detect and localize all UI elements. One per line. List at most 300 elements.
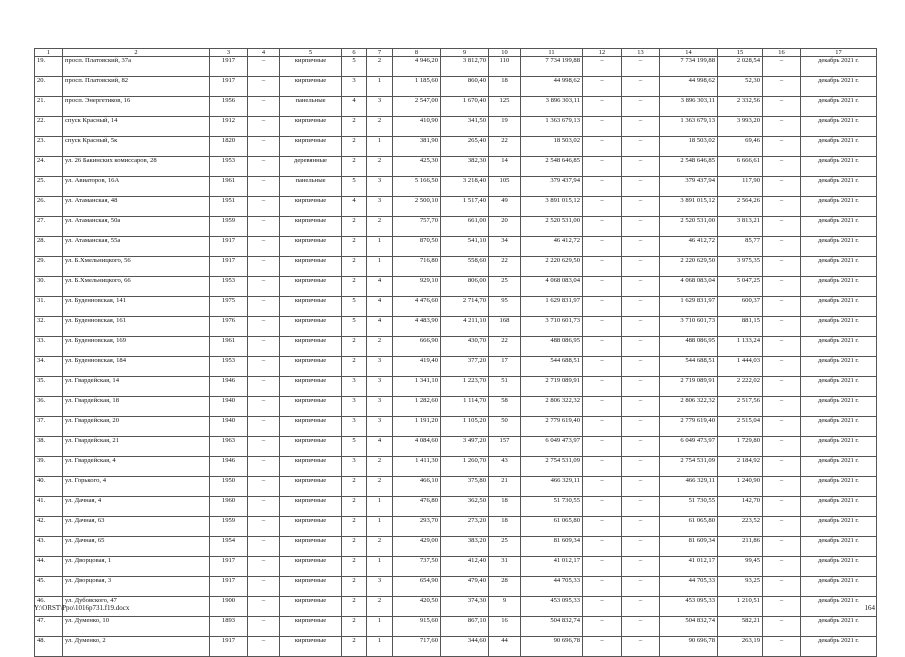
table-cell: 1 bbox=[367, 497, 393, 517]
column-number-cell: 17 bbox=[801, 49, 877, 57]
table-cell: 466 329,11 bbox=[660, 477, 718, 497]
table-cell: 1 114,70 bbox=[441, 397, 489, 417]
table-cell: 18 bbox=[489, 497, 521, 517]
table-cell: 379 437,94 bbox=[521, 177, 583, 197]
table-cell: 1954 bbox=[210, 537, 248, 557]
table-row bbox=[35, 97, 877, 117]
table-cell: 1960 bbox=[210, 497, 248, 517]
table-cell: 1951 bbox=[210, 197, 248, 217]
table-cell: 1893 bbox=[210, 617, 248, 637]
table-row bbox=[35, 77, 877, 97]
table-cell: 5 bbox=[342, 297, 367, 317]
table-row bbox=[35, 317, 877, 337]
table-cell: 2 bbox=[342, 497, 367, 517]
table-cell: 1946 bbox=[210, 377, 248, 397]
table-cell: – bbox=[248, 477, 280, 497]
table-cell: ул. Атаманская, 55а bbox=[63, 237, 210, 257]
table-cell: – bbox=[248, 537, 280, 557]
table-cell: – bbox=[583, 277, 622, 297]
table-cell: – bbox=[583, 117, 622, 137]
table-cell: 44 bbox=[489, 637, 521, 657]
table-cell: – bbox=[583, 557, 622, 577]
table-cell: – bbox=[583, 297, 622, 317]
table-cell: 1940 bbox=[210, 397, 248, 417]
table-cell: 1917 bbox=[210, 57, 248, 77]
table-cell: – bbox=[622, 397, 660, 417]
table-cell: – bbox=[583, 137, 622, 157]
table-cell: 4 483,90 bbox=[393, 317, 441, 337]
table-cell: декабрь 2021 г. bbox=[801, 397, 877, 417]
column-number-cell: 1 bbox=[35, 49, 63, 57]
table-cell: 1 341,10 bbox=[393, 377, 441, 397]
table-cell: – bbox=[622, 217, 660, 237]
table-cell: 6 049 473,97 bbox=[660, 437, 718, 457]
table-cell: 2 bbox=[342, 637, 367, 657]
table-cell: 61 065,80 bbox=[521, 517, 583, 537]
table-cell: кирпичные bbox=[280, 557, 342, 577]
table-cell: – bbox=[763, 137, 801, 157]
table-cell: – bbox=[763, 457, 801, 477]
column-number-cell: 6 bbox=[342, 49, 367, 57]
table-cell: 1975 bbox=[210, 297, 248, 317]
table-cell: 4 068 083,04 bbox=[660, 277, 718, 297]
table-cell: 2 bbox=[342, 117, 367, 137]
table-cell: 2 bbox=[367, 597, 393, 617]
table-row bbox=[35, 457, 877, 477]
table-cell: 412,40 bbox=[441, 557, 489, 577]
table-cell: 1 bbox=[367, 617, 393, 637]
table-cell: 2 714,70 bbox=[441, 297, 489, 317]
table-cell: 3 bbox=[367, 397, 393, 417]
table-cell: 2 184,92 bbox=[718, 457, 763, 477]
table-cell: 38. bbox=[35, 437, 63, 457]
table-cell: 2 517,56 bbox=[718, 397, 763, 417]
table-cell: – bbox=[248, 197, 280, 217]
table-cell: 47. bbox=[35, 617, 63, 637]
table-cell: кирпичные bbox=[280, 637, 342, 657]
table-row bbox=[35, 617, 877, 637]
table-cell: 33. bbox=[35, 337, 63, 357]
table-cell: 1820 bbox=[210, 137, 248, 157]
table-cell: декабрь 2021 г. bbox=[801, 557, 877, 577]
table-cell: ул. Б.Хмельницкого, 66 bbox=[63, 277, 210, 297]
table-cell: 2 500,10 bbox=[393, 197, 441, 217]
table-cell: 2 754 531,09 bbox=[660, 457, 718, 477]
table-cell: 341,50 bbox=[441, 117, 489, 137]
table-cell: 2 806 322,32 bbox=[660, 397, 718, 417]
table-cell: – bbox=[248, 77, 280, 97]
table-cell: 1900 bbox=[210, 597, 248, 617]
table-cell: 19 bbox=[489, 117, 521, 137]
table-cell: 379 437,94 bbox=[660, 177, 718, 197]
table-cell: 382,30 bbox=[441, 157, 489, 177]
table-cell: декабрь 2021 г. bbox=[801, 157, 877, 177]
table-cell: 44 998,62 bbox=[660, 77, 718, 97]
table-row bbox=[35, 377, 877, 397]
table-cell: – bbox=[248, 157, 280, 177]
table-cell: 211,86 bbox=[718, 537, 763, 557]
table-cell: 35. bbox=[35, 377, 63, 397]
table-cell: декабрь 2021 г. bbox=[801, 97, 877, 117]
table-cell: 19. bbox=[35, 57, 63, 77]
column-number-cell: 14 bbox=[660, 49, 718, 57]
table-cell: 7 734 199,88 bbox=[660, 57, 718, 77]
table-cell: 34 bbox=[489, 237, 521, 257]
table-cell: 3 bbox=[367, 357, 393, 377]
table-cell: 1917 bbox=[210, 77, 248, 97]
table-cell: 4 211,10 bbox=[441, 317, 489, 337]
table-cell: – bbox=[763, 397, 801, 417]
table-cell: 18 bbox=[489, 517, 521, 537]
table-cell: – bbox=[583, 257, 622, 277]
table-cell: 2 806 322,32 bbox=[521, 397, 583, 417]
table-cell: декабрь 2021 г. bbox=[801, 197, 877, 217]
table-cell: – bbox=[622, 377, 660, 397]
table-cell: – bbox=[763, 77, 801, 97]
table-cell: 3 bbox=[342, 457, 367, 477]
table-cell: – bbox=[763, 477, 801, 497]
table-row bbox=[35, 397, 877, 417]
table-cell: кирпичные bbox=[280, 477, 342, 497]
table-cell: – bbox=[763, 517, 801, 537]
table-cell: 2 779 619,40 bbox=[660, 417, 718, 437]
table-cell: кирпичные bbox=[280, 317, 342, 337]
table-cell: 41 012,17 bbox=[660, 557, 718, 577]
table-cell: – bbox=[248, 497, 280, 517]
table-cell: 27. bbox=[35, 217, 63, 237]
column-number-cell: 7 bbox=[367, 49, 393, 57]
table-row bbox=[35, 117, 877, 137]
table-cell: – bbox=[622, 257, 660, 277]
table-cell: 383,20 bbox=[441, 537, 489, 557]
table-cell: кирпичные bbox=[280, 57, 342, 77]
table-row bbox=[35, 437, 877, 457]
table-cell: – bbox=[248, 297, 280, 317]
table-cell: декабрь 2021 г. bbox=[801, 57, 877, 77]
table-cell: – bbox=[622, 517, 660, 537]
table-cell: 3 bbox=[367, 577, 393, 597]
table-cell: декабрь 2021 г. bbox=[801, 237, 877, 257]
table-cell: ул. Буденновская, 169 bbox=[63, 337, 210, 357]
table-cell: кирпичные bbox=[280, 197, 342, 217]
table-cell: кирпичные bbox=[280, 357, 342, 377]
table-cell: 1959 bbox=[210, 517, 248, 537]
table-cell: 1 629 831,97 bbox=[660, 297, 718, 317]
table-cell: 1 629 831,97 bbox=[521, 297, 583, 317]
table-cell: 25 bbox=[489, 537, 521, 557]
table-cell: 466,10 bbox=[393, 477, 441, 497]
table-cell: 4 bbox=[367, 437, 393, 457]
table-row bbox=[35, 297, 877, 317]
table-cell: 1917 bbox=[210, 637, 248, 657]
table-cell: 1 bbox=[367, 637, 393, 657]
table-cell: 5 047,25 bbox=[718, 277, 763, 297]
table-cell: 1953 bbox=[210, 277, 248, 297]
table-cell: – bbox=[763, 177, 801, 197]
table-cell: кирпичные bbox=[280, 537, 342, 557]
table-cell: ул. Горького, 4 bbox=[63, 477, 210, 497]
table-cell: 46 412,72 bbox=[521, 237, 583, 257]
table-cell: 2 bbox=[342, 517, 367, 537]
table-cell: – bbox=[763, 97, 801, 117]
table-cell: 29. bbox=[35, 257, 63, 277]
table-cell: 3 bbox=[342, 397, 367, 417]
table-cell: 22 bbox=[489, 257, 521, 277]
table-cell: кирпичные bbox=[280, 297, 342, 317]
table-cell: 2 222,02 bbox=[718, 377, 763, 397]
table-cell: 30. bbox=[35, 277, 63, 297]
table-row bbox=[35, 497, 877, 517]
table-cell: – bbox=[248, 277, 280, 297]
table-row bbox=[35, 217, 877, 237]
table-cell: 110 bbox=[489, 57, 521, 77]
table-cell: 16 bbox=[489, 617, 521, 637]
table-cell: 3 710 601,73 bbox=[521, 317, 583, 337]
table-cell: кирпичные bbox=[280, 597, 342, 617]
table-cell: – bbox=[622, 577, 660, 597]
table-cell: 488 086,95 bbox=[521, 337, 583, 357]
table-cell: 2 bbox=[342, 557, 367, 577]
table-cell: 2 bbox=[367, 117, 393, 137]
table-cell: – bbox=[622, 197, 660, 217]
table-cell: 95 bbox=[489, 297, 521, 317]
table-cell: – bbox=[763, 117, 801, 137]
table-cell: ул. Дачная, 63 bbox=[63, 517, 210, 537]
table-cell: деревянные bbox=[280, 157, 342, 177]
table-cell: кирпичные bbox=[280, 257, 342, 277]
table-cell: ул. 26 Бакинских комиссаров, 28 bbox=[63, 157, 210, 177]
table-cell: – bbox=[763, 157, 801, 177]
column-number-row bbox=[35, 49, 877, 57]
table-cell: ул. Буденновская, 184 bbox=[63, 357, 210, 377]
table-cell: 41 012,17 bbox=[521, 557, 583, 577]
table-cell: 2 520 531,00 bbox=[521, 217, 583, 237]
table-cell: 2 028,54 bbox=[718, 57, 763, 77]
table-cell: 1 240,90 bbox=[718, 477, 763, 497]
column-number-cell: 3 bbox=[210, 49, 248, 57]
table-cell: 1953 bbox=[210, 357, 248, 377]
table-cell: ул. Дачная, 65 bbox=[63, 537, 210, 557]
table-cell: 541,10 bbox=[441, 237, 489, 257]
table-cell: 1 bbox=[367, 237, 393, 257]
table-cell: – bbox=[248, 237, 280, 257]
table-cell: декабрь 2021 г. bbox=[801, 637, 877, 657]
table-cell: 2 bbox=[367, 477, 393, 497]
table-cell: 14 bbox=[489, 157, 521, 177]
table-cell: 544 688,51 bbox=[521, 357, 583, 377]
table-cell: – bbox=[763, 377, 801, 397]
table-cell: 5 bbox=[342, 317, 367, 337]
table-cell: – bbox=[248, 597, 280, 617]
column-number-cell: 15 bbox=[718, 49, 763, 57]
table-cell: 85,77 bbox=[718, 237, 763, 257]
table-cell: – bbox=[583, 157, 622, 177]
table-cell: кирпичные bbox=[280, 277, 342, 297]
table-cell: – bbox=[583, 497, 622, 517]
table-cell: 44 998,62 bbox=[521, 77, 583, 97]
table-cell: 2 bbox=[342, 277, 367, 297]
table-cell: декабрь 2021 г. bbox=[801, 357, 877, 377]
table-cell: 1 133,24 bbox=[718, 337, 763, 357]
table-cell: 737,50 bbox=[393, 557, 441, 577]
table-cell: – bbox=[763, 297, 801, 317]
table-cell: – bbox=[248, 617, 280, 637]
table-cell: – bbox=[622, 157, 660, 177]
table-cell: 2 719 089,91 bbox=[660, 377, 718, 397]
table-cell: 4 068 083,04 bbox=[521, 277, 583, 297]
table-cell: – bbox=[583, 57, 622, 77]
table-cell: 5 166,50 bbox=[393, 177, 441, 197]
table-cell: 1 191,20 bbox=[393, 417, 441, 437]
table-cell: – bbox=[583, 217, 622, 237]
table-cell: 420,50 bbox=[393, 597, 441, 617]
table-cell: 377,20 bbox=[441, 357, 489, 377]
table-cell: 2 564,26 bbox=[718, 197, 763, 217]
column-number-cell: 16 bbox=[763, 49, 801, 57]
table-cell: 142,70 bbox=[718, 497, 763, 517]
table-cell: ул. Гвардейская, 21 bbox=[63, 437, 210, 457]
table-cell: – bbox=[622, 477, 660, 497]
table-cell: 1976 bbox=[210, 317, 248, 337]
table-cell: – bbox=[622, 597, 660, 617]
table-cell: 4 084,60 bbox=[393, 437, 441, 457]
table-cell: ул. Гвардейская, 14 bbox=[63, 377, 210, 397]
table-cell: 3 993,20 bbox=[718, 117, 763, 137]
table-cell: 168 bbox=[489, 317, 521, 337]
column-number-cell: 9 bbox=[441, 49, 489, 57]
table-cell: 21. bbox=[35, 97, 63, 117]
table-cell: 2 bbox=[342, 137, 367, 157]
table-cell: 2 bbox=[367, 57, 393, 77]
table-cell: 25 bbox=[489, 277, 521, 297]
table-cell: 34. bbox=[35, 357, 63, 377]
table-cell: 43 bbox=[489, 457, 521, 477]
table-cell: 2 bbox=[367, 157, 393, 177]
table-cell: 23. bbox=[35, 137, 63, 157]
table-cell: 51 bbox=[489, 377, 521, 397]
table-cell: 61 065,80 bbox=[660, 517, 718, 537]
table-cell: – bbox=[622, 357, 660, 377]
table-cell: 6 666,61 bbox=[718, 157, 763, 177]
table-cell: 870,50 bbox=[393, 237, 441, 257]
page-number: 164 bbox=[864, 604, 875, 612]
document-table-container bbox=[34, 48, 876, 657]
table-cell: – bbox=[248, 397, 280, 417]
table-cell: ул. Гвардейская, 4 bbox=[63, 457, 210, 477]
table-cell: 582,21 bbox=[718, 617, 763, 637]
table-cell: 17 bbox=[489, 357, 521, 377]
table-cell: – bbox=[763, 237, 801, 257]
table-cell: – bbox=[248, 437, 280, 457]
table-row bbox=[35, 477, 877, 497]
table-cell: 99,45 bbox=[718, 557, 763, 577]
table-cell: – bbox=[248, 257, 280, 277]
table-cell: – bbox=[583, 357, 622, 377]
table-cell: 1953 bbox=[210, 157, 248, 177]
housing-table bbox=[34, 48, 877, 657]
table-cell: 429,00 bbox=[393, 537, 441, 557]
table-cell: – bbox=[763, 637, 801, 657]
table-cell: 93,25 bbox=[718, 577, 763, 597]
table-cell: 36. bbox=[35, 397, 63, 417]
table-cell: – bbox=[583, 437, 622, 457]
table-cell: спуск Красный, 14 bbox=[63, 117, 210, 137]
table-cell: 26. bbox=[35, 197, 63, 217]
table-row bbox=[35, 597, 877, 617]
table-cell: 1 105,20 bbox=[441, 417, 489, 437]
table-cell: кирпичные bbox=[280, 417, 342, 437]
table-cell: 466 329,11 bbox=[521, 477, 583, 497]
table-cell: 410,90 bbox=[393, 117, 441, 137]
table-cell: 600,37 bbox=[718, 297, 763, 317]
table-row bbox=[35, 177, 877, 197]
table-cell: 544 688,51 bbox=[660, 357, 718, 377]
table-cell: 20 bbox=[489, 217, 521, 237]
table-cell: 757,70 bbox=[393, 217, 441, 237]
table-cell: 28 bbox=[489, 577, 521, 597]
table-cell: – bbox=[763, 317, 801, 337]
table-cell: – bbox=[583, 477, 622, 497]
table-cell: 1 bbox=[367, 557, 393, 577]
table-cell: 1 223,70 bbox=[441, 377, 489, 397]
table-cell: – bbox=[622, 557, 660, 577]
table-cell: – bbox=[583, 517, 622, 537]
table-cell: 1912 bbox=[210, 117, 248, 137]
table-cell: кирпичные bbox=[280, 617, 342, 637]
table-cell: 293,70 bbox=[393, 517, 441, 537]
table-cell: – bbox=[622, 237, 660, 257]
table-cell: – bbox=[583, 617, 622, 637]
table-cell: 1 363 679,13 bbox=[660, 117, 718, 137]
table-cell: 51 730,55 bbox=[660, 497, 718, 517]
table-cell: 860,40 bbox=[441, 77, 489, 97]
table-row bbox=[35, 237, 877, 257]
table-cell: 476,80 bbox=[393, 497, 441, 517]
table-cell: 2 548 646,85 bbox=[660, 157, 718, 177]
table-cell: 381,90 bbox=[393, 137, 441, 157]
table-cell: 425,30 bbox=[393, 157, 441, 177]
table-cell: – bbox=[248, 217, 280, 237]
table-cell: 5 bbox=[342, 437, 367, 457]
table-cell: 42. bbox=[35, 517, 63, 537]
table-cell: декабрь 2021 г. bbox=[801, 537, 877, 557]
table-cell: 6 049 473,97 bbox=[521, 437, 583, 457]
table-cell: – bbox=[248, 457, 280, 477]
table-cell: 1 bbox=[367, 77, 393, 97]
table-cell: 2 bbox=[342, 237, 367, 257]
column-number-cell: 8 bbox=[393, 49, 441, 57]
table-cell: декабрь 2021 г. bbox=[801, 517, 877, 537]
table-cell: 18 503,02 bbox=[660, 137, 718, 157]
table-cell: 22. bbox=[35, 117, 63, 137]
column-number-cell: 11 bbox=[521, 49, 583, 57]
table-cell: – bbox=[763, 217, 801, 237]
table-cell: – bbox=[248, 337, 280, 357]
table-cell: 2 520 531,00 bbox=[660, 217, 718, 237]
table-cell: – bbox=[583, 237, 622, 257]
table-cell: – bbox=[248, 97, 280, 117]
table-cell: 2 bbox=[367, 217, 393, 237]
table-cell: 44 705,33 bbox=[660, 577, 718, 597]
table-cell: 374,30 bbox=[441, 597, 489, 617]
table-cell: декабрь 2021 г. bbox=[801, 117, 877, 137]
table-cell: декабрь 2021 г. bbox=[801, 617, 877, 637]
table-cell: декабрь 2021 г. bbox=[801, 417, 877, 437]
table-cell: 2 548 646,85 bbox=[521, 157, 583, 177]
table-cell: – bbox=[248, 557, 280, 577]
table-cell: 50 bbox=[489, 417, 521, 437]
table-cell: ул. Дворцовая, 1 bbox=[63, 557, 210, 577]
